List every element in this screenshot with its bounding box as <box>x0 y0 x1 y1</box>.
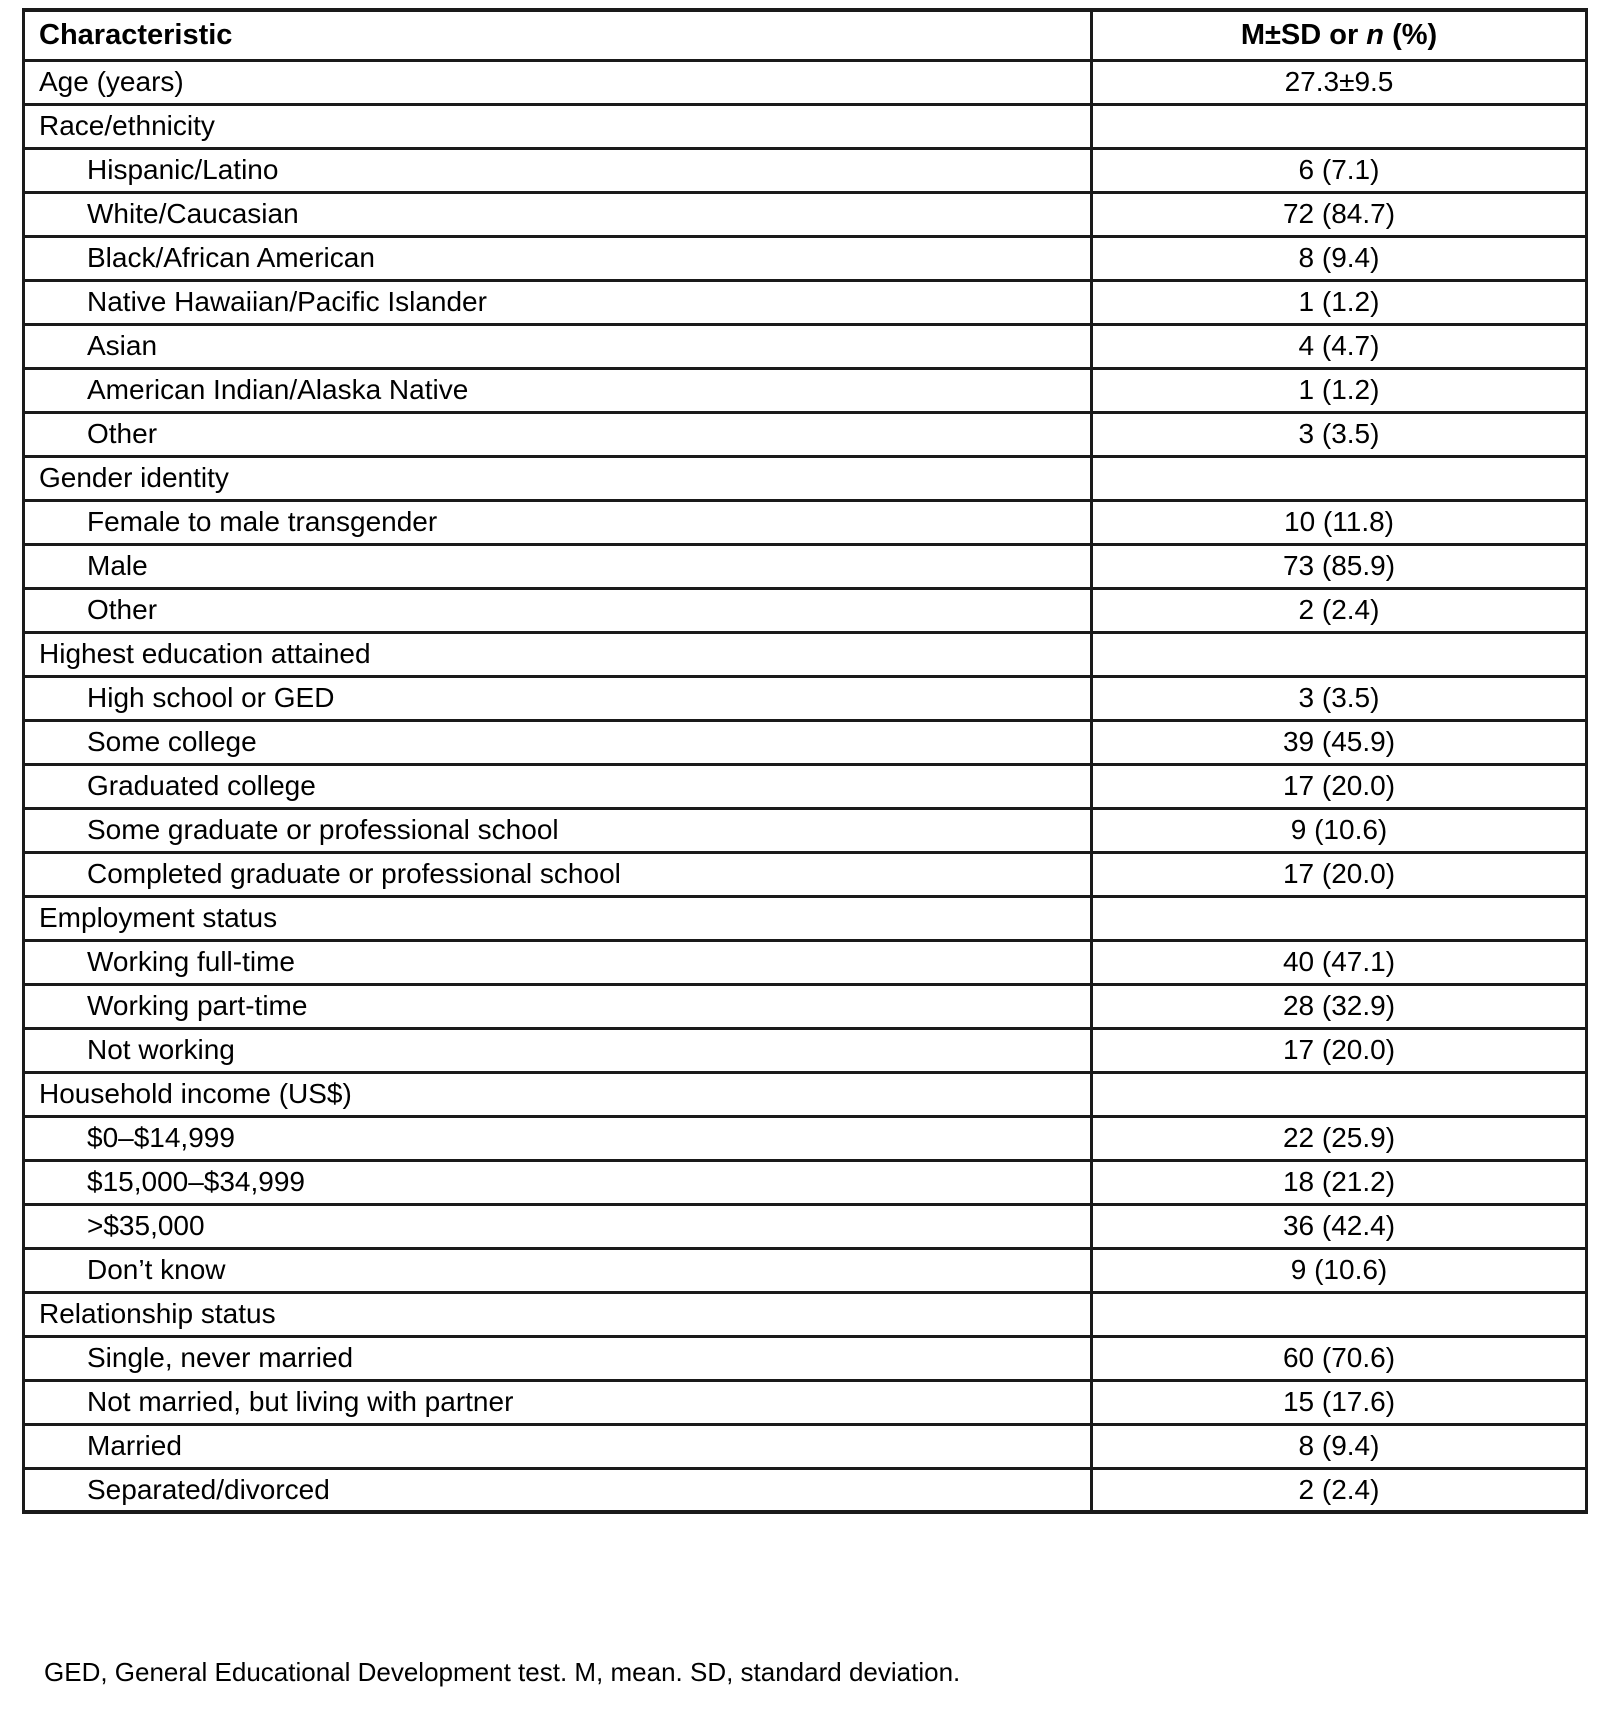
row-category-label: Relationship status <box>24 1292 1092 1336</box>
row-subcategory-label: Asian <box>24 324 1092 368</box>
row-value: 3 (3.5) <box>1092 412 1587 456</box>
table-row <box>24 104 1587 148</box>
table-row <box>24 896 1587 940</box>
row-subcategory-label: Other <box>24 588 1092 632</box>
row-value <box>1092 104 1587 148</box>
table-row <box>24 720 1587 764</box>
row-category-label: Highest education attained <box>24 632 1092 676</box>
table-row <box>24 60 1587 104</box>
row-value: 27.3±9.5 <box>1092 60 1587 104</box>
table-row <box>24 544 1587 588</box>
row-value: 28 (32.9) <box>1092 984 1587 1028</box>
table-row <box>24 500 1587 544</box>
table-row <box>24 412 1587 456</box>
demographics-table <box>22 8 1588 1514</box>
row-value: 10 (11.8) <box>1092 500 1587 544</box>
table-row <box>24 1380 1587 1424</box>
row-subcategory-label: Male <box>24 544 1092 588</box>
table-row <box>24 368 1587 412</box>
row-value: 4 (4.7) <box>1092 324 1587 368</box>
row-category-label: Employment status <box>24 896 1092 940</box>
row-subcategory-label: Some college <box>24 720 1092 764</box>
row-value <box>1092 1072 1587 1116</box>
table-row <box>24 940 1587 984</box>
table-header <box>24 10 1587 60</box>
row-value <box>1092 896 1587 940</box>
table-row <box>24 1072 1587 1116</box>
table-row <box>24 1292 1587 1336</box>
table-row <box>24 1468 1587 1512</box>
table-row <box>24 852 1587 896</box>
row-value: 15 (17.6) <box>1092 1380 1587 1424</box>
table-footnote: GED, General Educational Development test. M, mean. SD, standard deviation. <box>44 1657 961 1687</box>
row-value: 73 (85.9) <box>1092 544 1587 588</box>
row-value: 72 (84.7) <box>1092 192 1587 236</box>
row-value: 39 (45.9) <box>1092 720 1587 764</box>
row-subcategory-label: White/Caucasian <box>24 192 1092 236</box>
row-subcategory-label: Female to male transgender <box>24 500 1092 544</box>
table-row <box>24 324 1587 368</box>
row-value: 36 (42.4) <box>1092 1204 1587 1248</box>
table-body <box>24 60 1587 1512</box>
row-value: 8 (9.4) <box>1092 1424 1587 1468</box>
row-value: 1 (1.2) <box>1092 368 1587 412</box>
row-value: 8 (9.4) <box>1092 236 1587 280</box>
row-subcategory-label: $0–$14,999 <box>24 1116 1092 1160</box>
table-row <box>24 1424 1587 1468</box>
row-subcategory-label: Working part-time <box>24 984 1092 1028</box>
table-row <box>24 984 1587 1028</box>
row-value: 2 (2.4) <box>1092 588 1587 632</box>
table-row <box>24 280 1587 324</box>
row-value: 60 (70.6) <box>1092 1336 1587 1380</box>
row-value: 2 (2.4) <box>1092 1468 1587 1512</box>
row-subcategory-label: Native Hawaiian/Pacific Islander <box>24 280 1092 324</box>
row-subcategory-label: Hispanic/Latino <box>24 148 1092 192</box>
column-header-value-suffix: (%) <box>1384 19 1438 52</box>
table-row <box>24 148 1587 192</box>
row-subcategory-label: >$35,000 <box>24 1204 1092 1248</box>
row-subcategory-label: Completed graduate or professional school <box>24 852 1092 896</box>
row-subcategory-label: Working full-time <box>24 940 1092 984</box>
row-subcategory-label: Separated/divorced <box>87 1474 330 1506</box>
row-value: 3 (3.5) <box>1092 676 1587 720</box>
column-header-value <box>1092 10 1587 60</box>
row-subcategory-label: High school or GED <box>24 676 1092 720</box>
row-subcategory-label: $15,000–$34,999 <box>24 1160 1092 1204</box>
row-value: 18 (21.2) <box>1092 1160 1587 1204</box>
row-subcategory-label: Black/African American <box>24 236 1092 280</box>
table-row <box>24 764 1587 808</box>
table-row <box>24 676 1587 720</box>
table-row <box>24 1204 1587 1248</box>
table-row <box>24 236 1587 280</box>
row-value: 22 (25.9) <box>1092 1116 1587 1160</box>
row-subcategory-label: Married <box>24 1424 1092 1468</box>
row-value <box>1092 1292 1587 1336</box>
table-row <box>24 192 1587 236</box>
row-value <box>1092 456 1587 500</box>
row-value: 6 (7.1) <box>1092 148 1587 192</box>
row-value: 40 (47.1) <box>1092 940 1587 984</box>
row-subcategory-label: Other <box>24 412 1092 456</box>
row-subcategory-label: Not married, but living with partner <box>24 1380 1092 1424</box>
table-row <box>24 632 1587 676</box>
table-header-row <box>24 10 1587 60</box>
table-row <box>24 808 1587 852</box>
row-value: 17 (20.0) <box>1092 764 1587 808</box>
row-category-label: Household income (US$) <box>24 1072 1092 1116</box>
table-row <box>24 1116 1587 1160</box>
row-subcategory-label: Don’t know <box>24 1248 1092 1292</box>
row-category-label: Age (years) <box>24 60 1092 104</box>
table-row <box>24 1160 1587 1204</box>
table-row <box>24 588 1587 632</box>
row-value: 17 (20.0) <box>1092 852 1587 896</box>
column-header-value-italic-n: n <box>1366 19 1385 52</box>
row-value: 1 (1.2) <box>1092 280 1587 324</box>
table-row <box>24 1028 1587 1072</box>
column-header-value-prefix: M±SD or <box>1240 19 1367 52</box>
table-row <box>24 456 1587 500</box>
row-subcategory-label: American Indian/Alaska Native <box>24 368 1092 412</box>
table-row <box>24 1248 1587 1292</box>
row-value: 9 (10.6) <box>1092 808 1587 852</box>
row-value <box>1092 632 1587 676</box>
row-subcategory-label: Single, never married <box>24 1336 1092 1380</box>
demographics-table-wrapper <box>22 8 1585 1514</box>
row-category-label: Race/ethnicity <box>24 104 1092 148</box>
row-value: 17 (20.0) <box>1092 1028 1587 1072</box>
table-row <box>24 1336 1587 1380</box>
row-subcategory-label: Some graduate or professional school <box>24 808 1092 852</box>
row-value: 9 (10.6) <box>1092 1248 1587 1292</box>
row-subcategory-label: Graduated college <box>24 764 1092 808</box>
row-subcategory-label: Not working <box>24 1028 1092 1072</box>
row-category-label: Gender identity <box>24 456 1092 500</box>
column-header-characteristic: Characteristic <box>24 10 1092 60</box>
